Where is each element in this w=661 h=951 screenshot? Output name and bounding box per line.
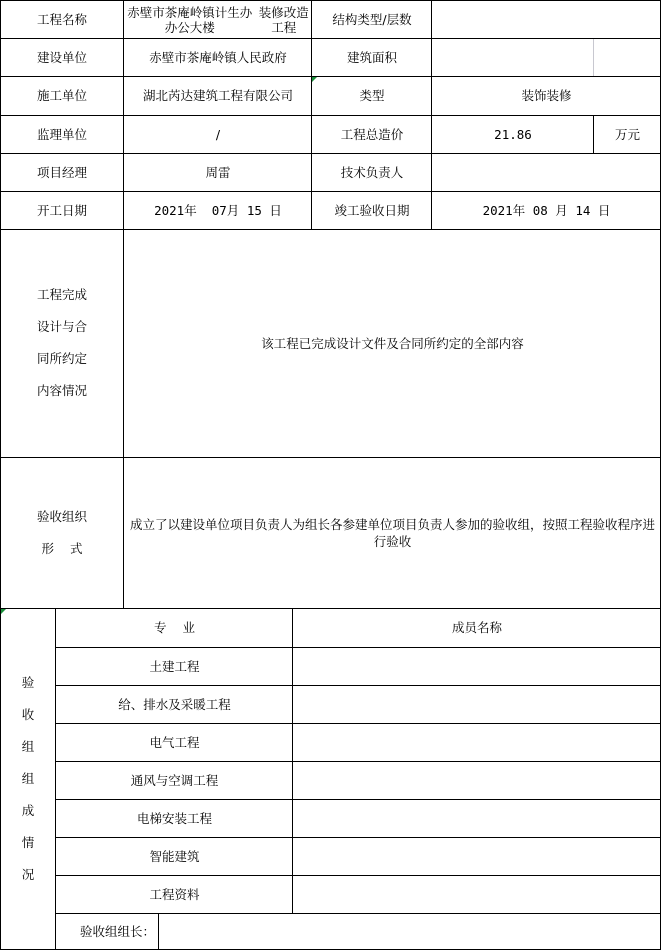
team-label-char-1: 验 (21, 675, 35, 690)
rule-team-3 (56, 761, 661, 762)
technical-lead-label: 技术负责人 (340, 164, 404, 180)
start-date-label: 开工日期 (36, 202, 87, 218)
supervisor-label: 监理单位 (36, 126, 87, 142)
structure-type-label: 结构类型/层数 (332, 12, 412, 27)
completion-date-label: 竣工验收日期 (334, 202, 410, 218)
team-label-char-3: 组 (21, 739, 35, 754)
supervisor-value: / (215, 126, 221, 142)
rule-col-a (123, 0, 124, 608)
project-manager-value: 周雷 (205, 164, 231, 180)
rule-team-2 (56, 723, 661, 724)
organization-label-line2: 形 式 (41, 540, 83, 556)
contractor-label: 施工单位 (36, 88, 87, 103)
acceptance-organization-label (0, 457, 124, 608)
team-label-char-4: 组 (21, 771, 35, 786)
rule-row4 (0, 153, 661, 154)
rule-row3 (0, 115, 661, 116)
completion-date-value: 2021年 08 月 14 日 (482, 202, 611, 218)
project-name-line1: 赤壁市茶庵岭镇计生办办公大楼 (127, 4, 253, 35)
rule-team-mid (292, 608, 293, 913)
building-area-label: 建筑面积 (346, 49, 397, 65)
rule-team-6 (56, 875, 661, 876)
client-value: 赤壁市茶庵岭镇人民政府 (149, 49, 287, 65)
members-hvac (293, 761, 661, 799)
rule-team-1 (56, 685, 661, 686)
structure-type-value (432, 1, 661, 38)
specialty-documentation: 工程资料 (149, 886, 200, 902)
rule-left (0, 0, 1, 950)
members-electrical (293, 723, 661, 761)
completion-label-line1: 工程完成 (36, 287, 87, 302)
project-name-label: 工程名称 (36, 12, 87, 27)
building-area-value (432, 38, 661, 76)
project-name-value (124, 1, 312, 38)
organization-label-line1: 验收组织 (36, 508, 87, 524)
members-plumbing (293, 685, 661, 723)
specialty-elevator: 电梯安装工程 (136, 810, 212, 826)
members-elevator (293, 799, 661, 837)
total-cost-unit: 万元 (614, 126, 640, 142)
specialty-intelligent-building: 智能建筑 (149, 848, 200, 864)
start-date-value: 2021年 07月 15 日 (154, 202, 282, 218)
rule-row1 (0, 38, 661, 39)
rule-team-header (56, 647, 661, 648)
team-label-char-7: 况 (21, 867, 35, 882)
technical-lead-value (432, 153, 661, 191)
project-name-line2: 装修改造工程 (258, 4, 309, 35)
completion-label-line2: 设计与合 (36, 319, 87, 334)
specialty-hvac: 通风与空调工程 (130, 772, 219, 788)
rule-col-unit (593, 115, 594, 153)
team-label-char-5: 成 (21, 803, 35, 818)
specialty-column-header: 专 业 (154, 620, 195, 635)
project-manager-label: 项目经理 (36, 164, 87, 180)
acceptance-team-label (0, 608, 56, 950)
team-label-char-6: 情 (21, 835, 35, 850)
rule-organization (0, 608, 661, 609)
rule-col-c (431, 0, 432, 229)
total-cost-label: 工程总造价 (340, 126, 404, 142)
rule-completion (0, 457, 661, 458)
rule-team-4 (56, 799, 661, 800)
team-leader-value (159, 913, 661, 950)
client-label: 建设单位 (36, 49, 87, 65)
rule-row2 (0, 76, 661, 77)
completion-label-line3: 同所约定 (36, 351, 87, 366)
members-civil (293, 647, 661, 685)
specialty-civil: 土建工程 (149, 658, 200, 674)
cell-marker-icon (1, 609, 6, 614)
type-value: 装饰装修 (521, 88, 572, 103)
rule-team-7 (56, 913, 661, 914)
rule-top (0, 0, 661, 1)
cell-marker-icon (312, 77, 317, 82)
rule-team-5 (56, 837, 661, 838)
completion-label-line4: 内容情况 (36, 383, 87, 398)
acceptance-organization-content: 成立了以建设单位项目负责人为组长各参建单位项目负责人参加的验收组，按照工程验收程序进行验收 (130, 516, 656, 549)
rule-leader (158, 913, 159, 950)
rule-team-left (55, 608, 56, 950)
members-intelligent-building (293, 837, 661, 875)
rule-row6 (0, 229, 661, 230)
specialty-electrical: 电气工程 (149, 734, 200, 750)
members-column-header: 成员名称 (451, 620, 502, 635)
specialty-plumbing: 给、排水及采暖工程 (118, 696, 231, 712)
type-label: 类型 (359, 88, 385, 103)
team-leader-label: 验收组组长： (79, 924, 155, 939)
rule-row5 (0, 191, 661, 192)
total-cost-value: 21.86 (494, 126, 532, 142)
rule-bottom (0, 949, 661, 950)
rule-col-b (311, 0, 312, 229)
faint-gridline (593, 39, 594, 76)
completion-status-content: 该工程已完成设计文件及合同所约定的全部内容 (261, 335, 524, 351)
members-documentation (293, 875, 661, 913)
completion-status-label (0, 229, 124, 457)
contractor-value: 湖北芮达建筑工程有限公司 (142, 88, 293, 103)
team-label-char-2: 收 (21, 707, 35, 722)
